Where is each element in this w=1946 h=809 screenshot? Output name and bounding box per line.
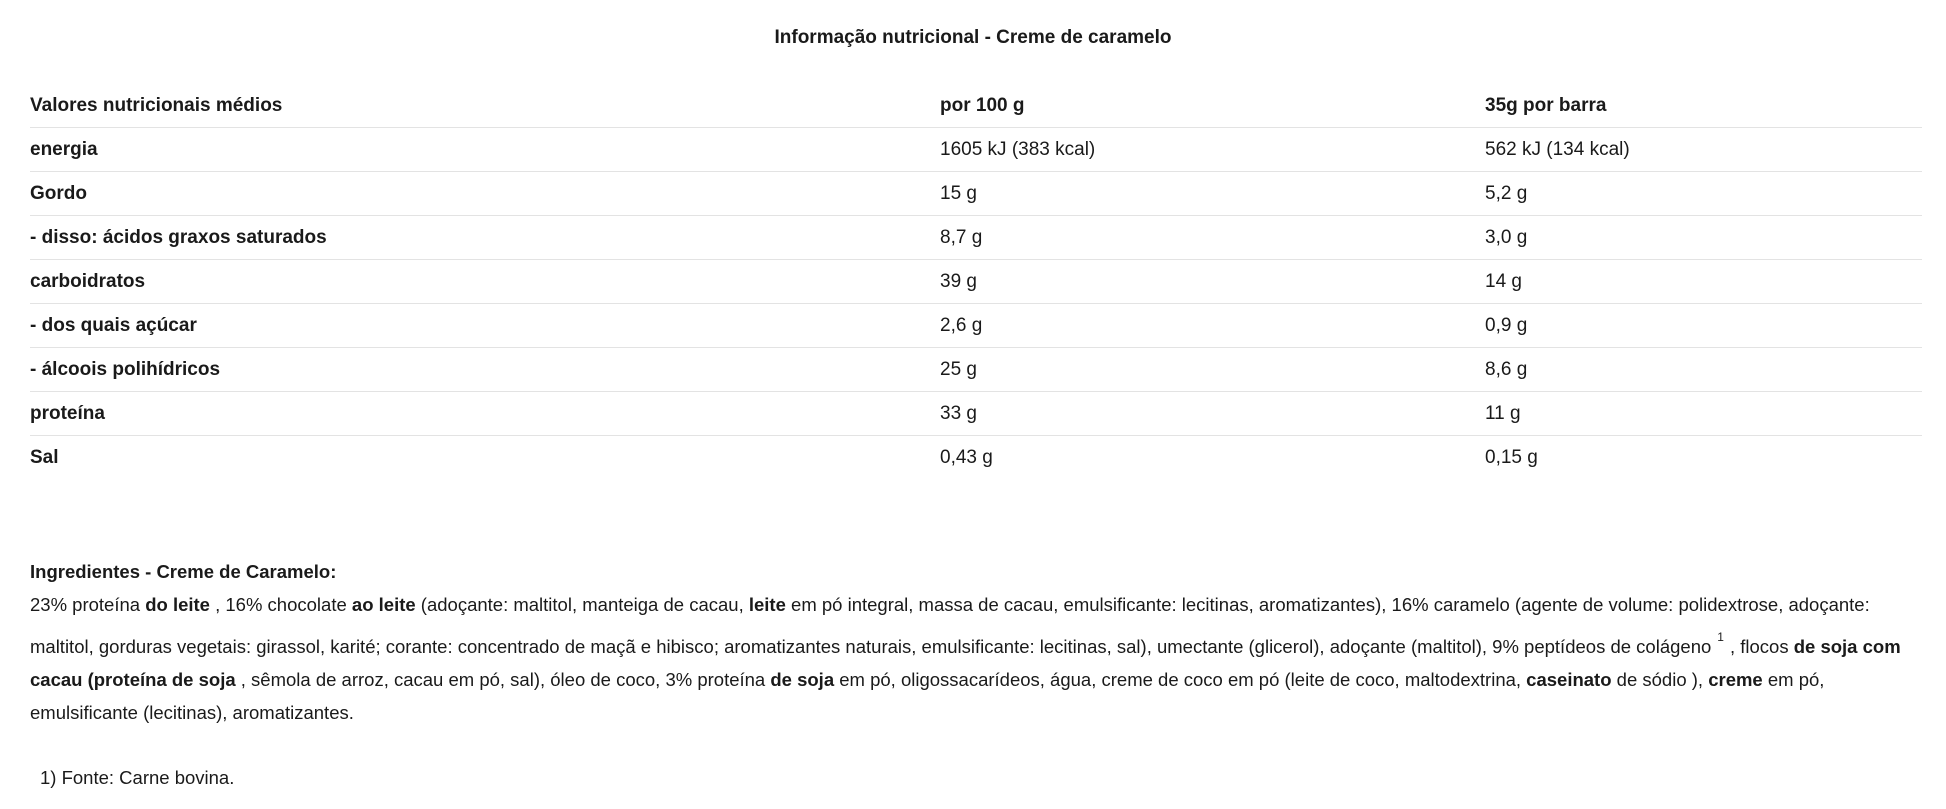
ingredients-text-part: (adoçante: maltitol, manteiga de cacau, [420,594,744,615]
table-header-row [30,84,1922,128]
table-row [30,348,1922,392]
value-per-bar: 14 g [1485,260,1922,304]
column-header-per-bar: 35g por barra [1485,84,1922,128]
ingredients-text-part: , sêmola de arroz, cacau em pó, sal), óleo de coco, 3% proteína [240,669,766,690]
value-per-bar: 11 g [1485,392,1922,436]
ingredients-bold-part: creme [1708,669,1763,690]
value-per-bar: 3,0 g [1485,216,1922,260]
value-per-bar: 0,9 g [1485,304,1922,348]
nutrient-label: Gordo [30,172,940,216]
column-header-per-100g: por 100 g [940,84,1485,128]
nutrient-label: - dos quais açúcar [30,304,940,348]
ingredients-text-part: , flocos [1729,636,1789,657]
ingredients-bold-part: leite [748,594,786,615]
ingredients-bold-part: caseinato [1526,669,1612,690]
ingredients-text-part: , 16% chocolate [215,594,347,615]
value-per-bar: 0,15 g [1485,446,1538,468]
ingredients-text-part: 23% proteína [30,594,141,615]
ingredients-bold-part: ao leite [351,594,416,615]
table-row [30,304,1922,348]
nutrient-label: - disso: ácidos graxos saturados [30,216,940,260]
value-per-100g: 0,43 g [940,446,993,468]
footnote: 1) Fonte: Carne bovina. [40,767,235,788]
nutrient-label: energia [30,128,940,172]
table-row [30,128,1922,172]
table-row [30,172,1922,216]
ingredients-text-part: em pó integral, massa de cacau, emulsificante: lecitinas, aromatizantes), 16% caramelo (agente de volume: polidextrose, adoçante: maltitol, gorduras vegetais: girassol, karité; corante: concentrado de maçã e hibisco; aromatizantes naturais, emulsificante: lecitinas, sal), umectante (glicerol), adoçante (maltitol), 9% peptídeos de colágeno [30,594,1870,657]
table-row [30,436,1922,480]
ingredients-heading: Ingredientes - Creme de Caramelo: [30,561,337,582]
value-per-100g: 39 g [940,260,1485,304]
nutrient-label: Sal [30,446,59,468]
nutrient-label: carboidratos [30,260,940,304]
value-per-100g: 33 g [940,392,1485,436]
footnote-reference: 1 [1717,630,1724,644]
nutrition-table [30,84,1922,479]
ingredients-text [30,588,1910,729]
ingredients-bold-part: de soja com cacau (proteína de soja [30,636,1901,690]
ingredients-bold-part: do leite [145,594,210,615]
nutrient-label: - álcoois polihídricos [30,348,940,392]
ingredients-text-part: em pó, oligossacarídeos, água, creme de coco em pó (leite de coco, maltodextrina, [839,669,1522,690]
value-per-100g: 1605 kJ (383 kcal) [940,128,1485,172]
value-per-bar: 8,6 g [1485,348,1922,392]
ingredients-text-part: de sódio ), [1616,669,1704,690]
value-per-100g: 15 g [940,172,1485,216]
table-row [30,392,1922,436]
nutrition-table-body [30,128,1922,480]
value-per-100g: 2,6 g [940,304,1485,348]
ingredients-bold-part: de soja [770,669,835,690]
table-row [30,216,1922,260]
value-per-bar: 5,2 g [1485,172,1922,216]
page-title: Informação nutricional - Creme de caramelo [774,27,1172,48]
value-per-bar: 562 kJ (134 kcal) [1485,128,1922,172]
ingredients-section [30,555,1910,729]
table-row [30,260,1922,304]
column-header-nutrient: Valores nutricionais médios [30,84,940,128]
value-per-100g: 8,7 g [940,216,1485,260]
ingredients-text-part: em pó, emulsificante (lecitinas), aromatizantes. [30,669,1825,723]
nutrient-label: proteína [30,392,940,436]
value-per-100g: 25 g [940,348,1485,392]
